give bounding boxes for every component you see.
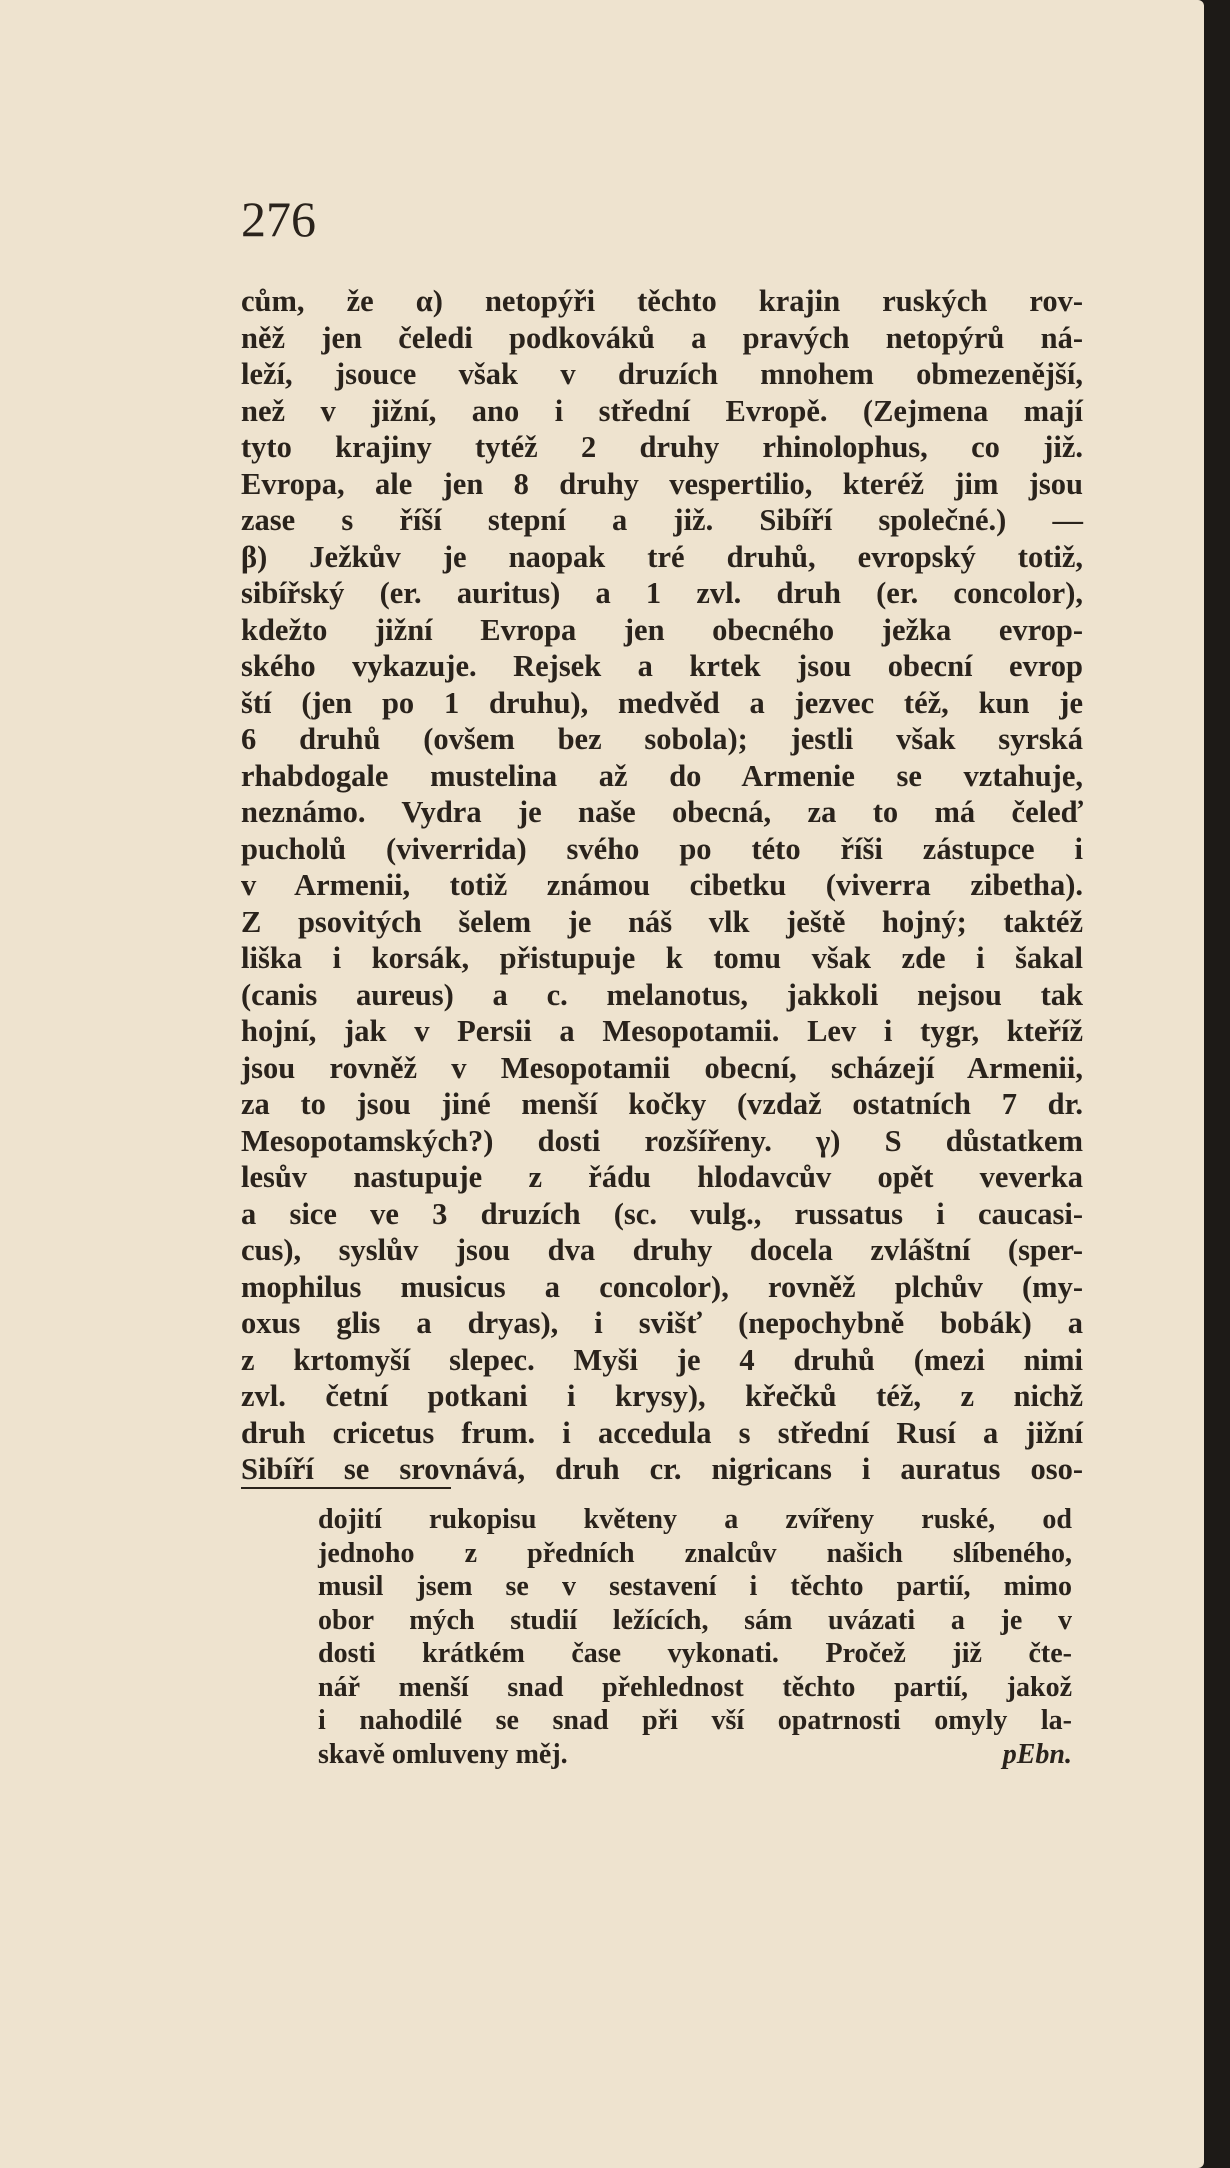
text-line: jsou rovněž v Mesopotamii obecní, scházejí Armenii, <box>241 1050 1083 1085</box>
text-line: leží, jsouce však v druzích mnohem obmezenější, <box>241 357 1083 391</box>
text-line: cům, že α) netopýři těchto krajin ruských rov- <box>241 284 1083 318</box>
text-line: β) Ježkův je naopak tré druhů, evropský totiž, <box>241 539 1083 574</box>
footnote-line: obor mých studií ležících, sám uvázati a je v <box>318 1604 1072 1636</box>
footnote-line-text: skavě omluveny měj. <box>318 1738 568 1770</box>
footnote-line: nář menší snad přehlednost těchto partií, jakož <box>318 1671 1072 1703</box>
author-signature: pEbn. <box>1002 1738 1072 1770</box>
text-line: a sice ve 3 druzích (sc. vulg., russatus i caucasi- <box>241 1196 1083 1231</box>
footnote-divider <box>241 1487 451 1489</box>
text-line: něž jen čeledi podkováků a pravých netopýrů ná- <box>241 320 1083 355</box>
footnote-line: dojití rukopisu květeny a zvířeny ruské, od <box>318 1504 1072 1535</box>
text-line: rhabdogale mustelina až do Armenie se vztahuje, <box>241 758 1083 793</box>
text-line: za to jsou jiné menší kočky (vzdaž ostatních 7 dr. <box>241 1087 1083 1121</box>
body-text <box>241 283 1083 1488</box>
text-line: z krtomyší slepec. Myši je 4 druhů (mezi nimi <box>241 1342 1083 1377</box>
text-line: ského vykazuje. Rejsek a krtek jsou obecní evrop <box>241 649 1083 683</box>
text-line: lesův nastupuje z řádu hlodavcův opět veverka <box>241 1160 1083 1194</box>
text-line: Evropa, ale jen 8 druhy vespertilio, kteréž jim jsou <box>241 466 1083 501</box>
text-line: zvl. četní potkani i krysy), křečků též, z nichž <box>241 1379 1083 1413</box>
footnote-line: musil jsem se v sestavení i těchto partií, mimo <box>318 1571 1072 1602</box>
footnote-line: i nahodilé se snad při vší opatrnosti omyly la- <box>318 1705 1072 1736</box>
footnote <box>318 1503 1072 1771</box>
text-line: Sibíří se srovnává, druh cr. nigricans i auratus oso- <box>241 1452 1083 1486</box>
footnote-line: jednoho z předních znalcův našich slíbeného, <box>318 1537 1072 1569</box>
text-line: mophilus musicus a concolor), rovněž plchův (my- <box>241 1269 1083 1304</box>
text-line: druh cricetus frum. i accedula s střední Rusí a jižní <box>241 1415 1083 1450</box>
text-line: liška i korsák, přistupuje k tomu však zde i šakal <box>241 941 1083 975</box>
text-line: Z psovitých šelem je náš vlk ještě hojný; taktéž <box>241 904 1083 939</box>
text-line: kdežto jižní Evropa jen obecného ježka evrop- <box>241 612 1083 647</box>
page-number: 276 <box>241 191 316 247</box>
text-line: tyto krajiny tytéž 2 druhy rhinolophus, co již. <box>241 430 1083 464</box>
text-line: hojní, jak v Persii a Mesopotamii. Lev i tygr, kteříž <box>241 1014 1083 1048</box>
text-line: ští (jen po 1 druhu), medvěd a jezvec též, kun je <box>241 685 1083 720</box>
text-line: Mesopotamských?) dosti rozšířeny. γ) S důstatkem <box>241 1123 1083 1158</box>
text-line: (canis aureus) a c. melanotus, jakkoli nejsou tak <box>241 977 1083 1012</box>
text-line: cus), syslův jsou dva druhy docela zvláštní (sper- <box>241 1233 1083 1267</box>
text-line: sibířský (er. auritus) a 1 zvl. druh (er. concolor), <box>241 576 1083 610</box>
text-line: 6 druhů (ovšem bez sobola); jestli však syrská <box>241 722 1083 756</box>
text-line: než v jižní, ano i střední Evropě. (Zejmena mají <box>241 393 1083 428</box>
footnote-last-line <box>318 1738 1072 1772</box>
text-line: neznámo. Vydra je naše obecná, za to má čeleď <box>241 795 1083 829</box>
footnote-line: dosti krátkém čase vykonati. Pročež již čte- <box>318 1638 1072 1669</box>
text-line: v Armenii, totiž známou cibetku (viverra zibetha). <box>241 868 1083 902</box>
text-line: oxus glis a dryas), i svišť (nepochybně bobák) a <box>241 1306 1083 1340</box>
text-line: pucholů (viverrida) svého po této říši zástupce i <box>241 831 1083 866</box>
text-line: zase s říší stepní a již. Sibíří společné.) — <box>241 503 1083 537</box>
